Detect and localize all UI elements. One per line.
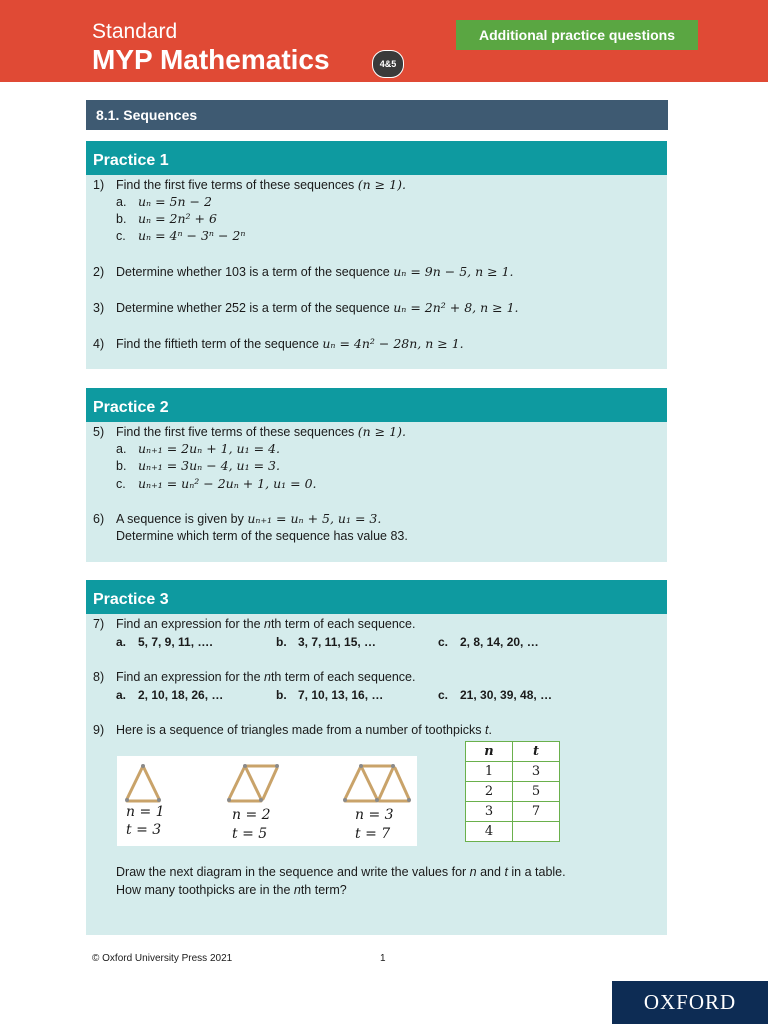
question-8b: b. 7, 10, 13, 16, … bbox=[276, 688, 384, 702]
table-cell: 4 bbox=[466, 822, 513, 842]
figure-1-n: n = 1 bbox=[126, 804, 165, 820]
question-4: 4) Find the fiftieth term of the sequence uₙ = 4n² − 28n, n ≥ 1. bbox=[93, 336, 464, 351]
table-cell: 3 bbox=[466, 802, 513, 822]
oxford-logo: OXFORD bbox=[612, 981, 768, 1024]
question-1c: c. uₙ = 4ⁿ − 3ⁿ − 2ⁿ bbox=[116, 228, 246, 243]
table-header-row bbox=[466, 742, 560, 762]
question-6: 6) A sequence is given by uₙ₊₁ = uₙ + 5, u₁ = 3. bbox=[93, 511, 382, 526]
n-t-table bbox=[465, 741, 560, 842]
table-row bbox=[466, 782, 560, 802]
question-7-parts bbox=[116, 634, 656, 650]
figure-2-t: t = 5 bbox=[232, 826, 268, 842]
table-cell bbox=[513, 822, 560, 842]
table-row bbox=[466, 762, 560, 782]
table-row bbox=[466, 802, 560, 822]
question-8: 8) Find an expression for the nth term of each sequence. bbox=[93, 670, 416, 684]
table-cell: 3 bbox=[513, 762, 560, 782]
practice-1-title: Practice 1 bbox=[86, 141, 667, 175]
question-3: 3) Determine whether 252 is a term of the sequence uₙ = 2n² + 8, n ≥ 1. bbox=[93, 300, 519, 315]
question-9-line2: How many toothpicks are in the nth term? bbox=[116, 883, 347, 897]
question-7a: a. 5, 7, 9, 11, …. bbox=[116, 635, 213, 649]
table-cell: 1 bbox=[466, 762, 513, 782]
table-cell: 7 bbox=[513, 802, 560, 822]
figure-1-t: t = 3 bbox=[126, 822, 162, 838]
question-8a: a. 2, 10, 18, 26, … bbox=[116, 688, 224, 702]
practice-2-title: Practice 2 bbox=[86, 388, 667, 422]
brand-standard: Standard bbox=[92, 20, 178, 43]
question-7: 7) Find an expression for the nth term of each sequence. bbox=[93, 617, 416, 631]
additional-practice-tag: Additional practice questions bbox=[456, 20, 698, 50]
practice-2-panel bbox=[86, 388, 667, 562]
section-title: 8.1. Sequences bbox=[86, 100, 668, 130]
table-cell: 5 bbox=[513, 782, 560, 802]
brand-title: MYP Mathematics bbox=[92, 44, 330, 75]
question-7b: b. 3, 7, 11, 15, … bbox=[276, 635, 377, 649]
page-number: 1 bbox=[380, 953, 386, 964]
copyright-text: © Oxford University Press 2021 bbox=[92, 953, 233, 964]
header-banner bbox=[0, 0, 768, 82]
question-5a: a. uₙ₊₁ = 2uₙ + 1, u₁ = 4. bbox=[116, 441, 280, 456]
question-5c: c. uₙ₊₁ = uₙ² − 2uₙ + 1, u₁ = 0. bbox=[116, 476, 317, 491]
question-8c: c. 21, 30, 39, 48, … bbox=[438, 688, 553, 702]
figure-3-t: t = 7 bbox=[355, 826, 391, 842]
question-1: 1) Find the first five terms of these sequences (n ≥ 1). bbox=[93, 177, 406, 192]
question-6-line2: Determine which term of the sequence has value 83. bbox=[116, 529, 408, 543]
question-2: 2) Determine whether 103 is a term of the sequence uₙ = 9n − 5, n ≥ 1. bbox=[93, 264, 514, 279]
table-row bbox=[466, 822, 560, 842]
question-5: 5) Find the first five terms of these sequences (n ≥ 1). bbox=[93, 424, 406, 439]
figure-2-n: n = 2 bbox=[232, 807, 271, 823]
question-9: 9) Here is a sequence of triangles made from a number of toothpicks t. bbox=[93, 723, 492, 737]
table-header-t: t bbox=[513, 742, 560, 762]
level-badge: 4&5 bbox=[372, 50, 404, 78]
table-header-n: n bbox=[466, 742, 513, 762]
question-1a: a. uₙ = 5n − 2 bbox=[116, 194, 212, 209]
practice-1-panel bbox=[86, 141, 667, 369]
question-7c: c. 2, 8, 14, 20, … bbox=[438, 635, 539, 649]
question-5b: b. uₙ₊₁ = 3uₙ − 4, u₁ = 3. bbox=[116, 458, 280, 473]
figure-3-n: n = 3 bbox=[355, 807, 394, 823]
question-9-line1: Draw the next diagram in the sequence and write the values for n and t in a table. bbox=[116, 865, 566, 879]
toothpick-figure bbox=[117, 756, 417, 846]
table-cell: 2 bbox=[466, 782, 513, 802]
practice-3-title: Practice 3 bbox=[86, 580, 667, 614]
question-1b: b. uₙ = 2n² + 6 bbox=[116, 211, 217, 226]
question-8-parts bbox=[116, 687, 656, 703]
